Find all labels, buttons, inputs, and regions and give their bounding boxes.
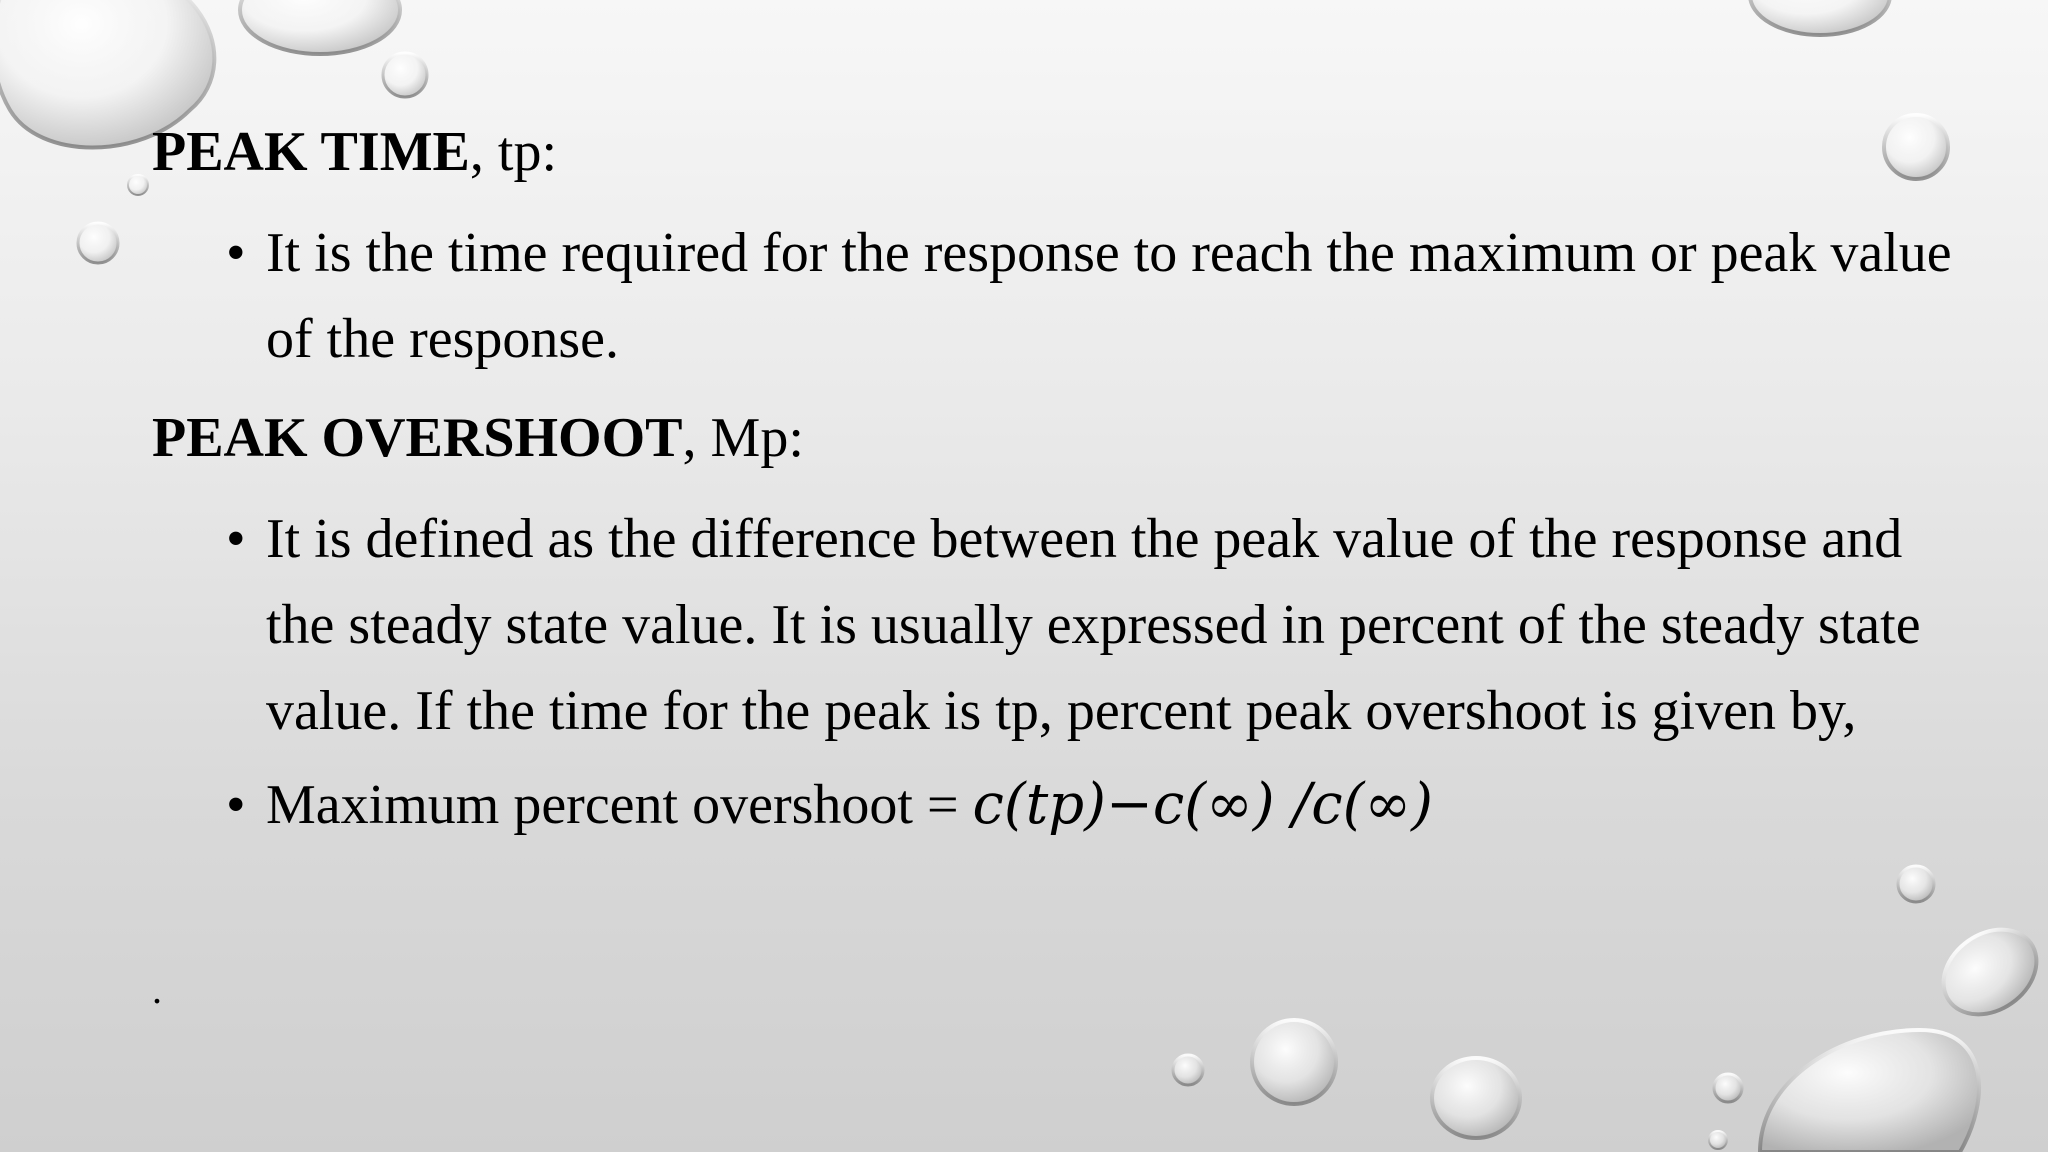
bullet-list [152,210,1972,382]
formula-item [226,762,1972,848]
heading-symbol: , Mp: [682,407,804,469]
heading-term: PEAK TIME [152,121,470,183]
list-item [226,496,1972,754]
droplet [1898,866,1934,902]
bullet-list [152,496,1972,848]
stray-mark: . [152,967,162,1012]
droplet [1432,1058,1520,1138]
droplet [1750,0,1890,35]
droplet [1252,1020,1336,1104]
section-heading [152,402,1972,474]
slide-content [152,112,1972,848]
droplet [128,175,148,195]
formula-label: Maximum percent overshoot = [266,774,973,836]
bullet-marker: • [226,774,246,836]
list-item [226,210,1972,382]
droplet [1709,1131,1727,1149]
bullet-marker: • [226,508,246,570]
droplet [1714,1074,1742,1102]
section-heading [152,116,1972,188]
droplet [1173,1055,1203,1085]
heading-symbol: , tp: [469,121,558,183]
formula-expression: c(tp)−c(∞) /c(∞) [972,772,1433,837]
bullet-marker: • [226,222,246,284]
droplet [383,53,427,97]
bullet-text: It is the time required for the response to reach the maximum or peak value of the response. [266,222,1952,370]
bullet-text: It is defined as the difference between the peak value of the response and the steady state value. It is usually expressed in percent of the steady state value. If the time for the peak is tp, percent peak overshoot is given by, [266,508,1921,742]
heading-term: PEAK OVERSHOOT [152,407,683,469]
droplet [1927,912,2048,1032]
droplet [78,223,118,263]
peak-overshoot-section [152,402,1972,848]
droplet [240,0,400,54]
droplet [1760,1030,1979,1152]
peak-time-section [152,116,1972,382]
